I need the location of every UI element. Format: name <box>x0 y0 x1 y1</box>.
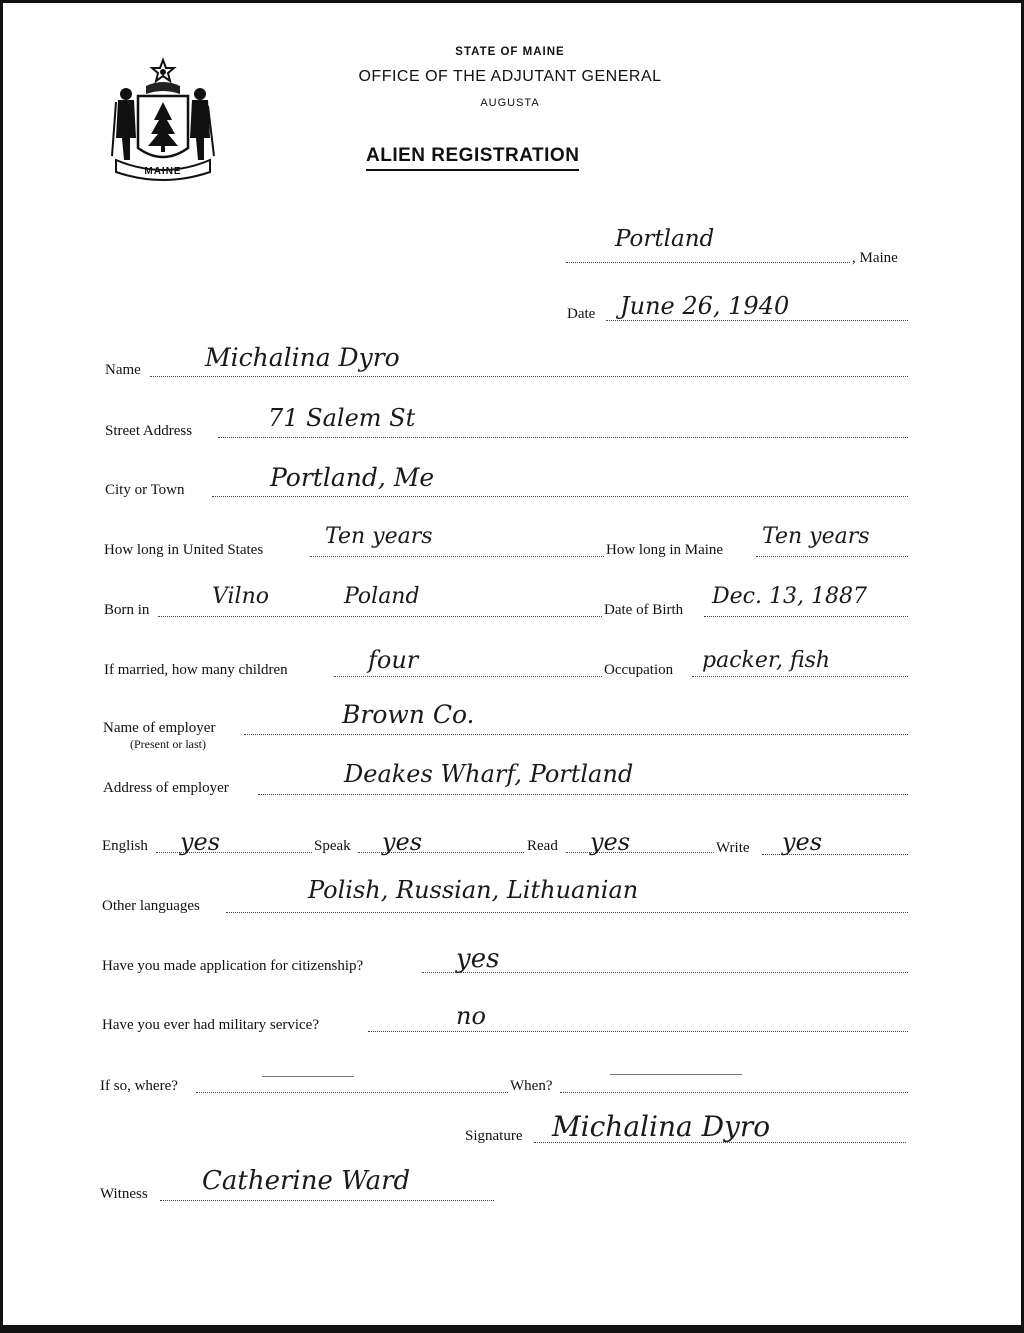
dob-value: Dec. 13, 1887 <box>712 584 867 609</box>
children-field-line <box>334 676 602 677</box>
name-value: Michalina Dyro <box>205 343 400 372</box>
signature-label: Signature <box>465 1128 523 1144</box>
witness-label: Witness <box>100 1186 148 1202</box>
name-field-line <box>150 376 908 377</box>
occupation-label: Occupation <box>604 662 674 678</box>
where-field-line <box>196 1092 508 1093</box>
where-label: If so, where? <box>100 1078 178 1094</box>
name-label: Name <box>105 362 141 378</box>
place-field-line <box>566 262 850 263</box>
military-field-line <box>368 1031 908 1032</box>
children-value: four <box>368 646 419 674</box>
employer-label: Name of employer <box>103 720 216 736</box>
how-long-us-field-line <box>310 556 604 557</box>
english-value: yes <box>180 828 221 856</box>
street-field-line <box>218 437 908 438</box>
street-label: Street Address <box>105 423 193 439</box>
read-value: yes <box>590 828 631 856</box>
how-long-maine-field-line <box>756 556 908 557</box>
other-languages-value: Polish, Russian, Lithuanian <box>308 876 639 904</box>
employer-address-label: Address of employer <box>103 780 229 796</box>
english-label: English <box>102 838 148 854</box>
occupation-field-line <box>692 676 908 677</box>
witness-value: Catherine Ward <box>202 1166 411 1196</box>
date-field-line <box>606 320 908 321</box>
header-office: OFFICE OF THE ADJUTANT GENERAL <box>358 68 662 85</box>
form-title: ALIEN REGISTRATION <box>366 145 579 171</box>
when-field-line <box>560 1092 908 1093</box>
city-value: Portland, Me <box>270 463 435 492</box>
occupation-value: packer, fish <box>702 648 831 673</box>
seal-ribbon-text: MAINE <box>144 166 182 177</box>
how-long-maine-value: Ten years <box>762 524 870 549</box>
write-value: yes <box>782 828 823 856</box>
city-field-line <box>212 496 908 497</box>
military-value: no <box>456 1002 486 1030</box>
write-label: Write <box>716 840 750 856</box>
employer-address-value: Deakes Wharf, Portland <box>344 760 634 788</box>
when-label: When? <box>510 1078 553 1094</box>
witness-field-line <box>160 1200 494 1201</box>
how-long-us-label: How long in United States <box>104 542 264 558</box>
when-blank-dash <box>610 1074 742 1075</box>
date-value: June 26, 1940 <box>620 292 790 320</box>
other-languages-field-line <box>226 912 908 913</box>
citizenship-value: yes <box>456 944 500 974</box>
other-languages-label: Other languages <box>102 898 200 914</box>
where-blank-dash <box>262 1076 354 1077</box>
dob-field-line <box>704 616 908 617</box>
place-suffix-label: , Maine <box>852 250 898 266</box>
how-long-maine-label: How long in Maine <box>606 542 724 558</box>
street-value: 71 Salem St <box>268 404 416 432</box>
read-field-line <box>566 852 714 853</box>
employer-value: Brown Co. <box>342 700 475 729</box>
place-value: Portland <box>615 226 715 252</box>
speak-value: yes <box>382 828 423 856</box>
header-city: AUGUSTA <box>480 97 540 109</box>
born-country-value: Poland <box>344 584 420 609</box>
signature-value: Michalina Dyro <box>552 1110 771 1143</box>
citizenship-label: Have you made application for citizenship? <box>102 958 364 974</box>
how-long-us-value: Ten years <box>325 524 433 549</box>
read-label: Read <box>527 838 558 854</box>
date-label: Date <box>567 306 596 322</box>
speak-label: Speak <box>314 838 351 854</box>
born-in-field-line <box>158 616 602 617</box>
dob-label: Date of Birth <box>604 602 684 618</box>
born-city-value: Vilno <box>212 584 269 609</box>
military-label: Have you ever had military service? <box>102 1017 319 1033</box>
maine-state-seal-icon <box>108 56 218 184</box>
city-label: City or Town <box>105 482 185 498</box>
header-state: STATE OF MAINE <box>455 46 565 58</box>
employer-note: (Present or last) <box>130 737 206 751</box>
children-label: If married, how many children <box>104 662 288 678</box>
born-in-label: Born in <box>104 602 150 618</box>
employer-address-field-line <box>258 794 908 795</box>
employer-field-line <box>244 734 908 735</box>
